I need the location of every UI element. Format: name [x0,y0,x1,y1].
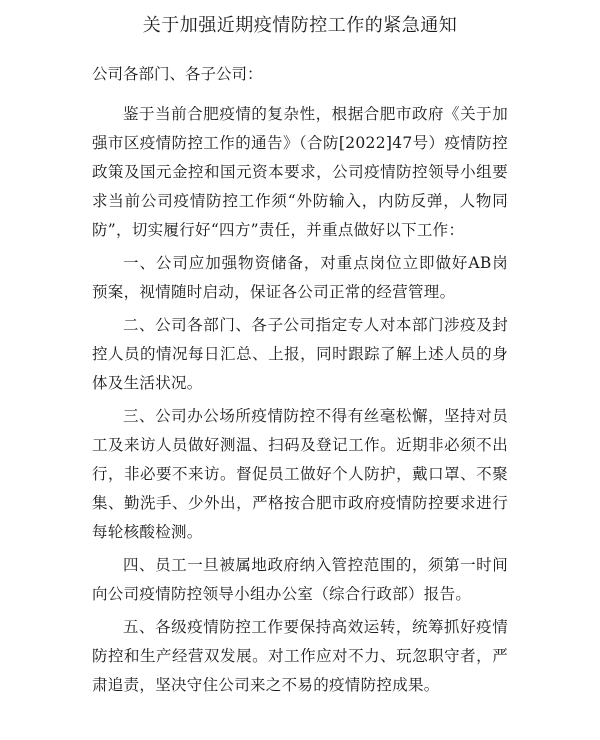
document-title: 关于加强近期疫情防控工作的紧急通知 [142,15,458,36]
intro-paragraph: 鉴于当前合肥疫情的复杂性，根据合肥市政府《关于加强市区疫情防控工作的通告》（合防[2022]47号）疫情防控政策及国元金控和国元资本要求，公司疫情防控领导小组要求当前公司疫情防控工作须“外防输入，内防反弹，人物同防”，切实履行好“四方”责任，并重点做好以下工作： [92,105,508,239]
item-three-paragraph: 三、公司办公场所疫情防控不得有丝毫松懈，坚持对员工及来访人员做好测温、扫码及登记工作。近期非必须不出行，非必要不来访。督促员工做好个人防护，戴口罩、不聚集、勤洗手、少外出，严格按合肥市政府疫情防控要求进行每轮核酸检测。 [92,407,508,541]
salutation: 公司各部门、各子公司： [92,65,263,83]
item-four-paragraph: 四、员工一旦被属地政府纳入管控范围的，须第一时间向公司疫情防控领导小组办公室（综合行政部）报告。 [92,556,508,603]
document-body [92,100,508,704]
item-one-paragraph: 一、公司应加强物资储备，对重点岗位立即做好AB岗预案，视情随时启动，保证各公司正常的经营管理。 [92,254,508,301]
item-two-paragraph: 二、公司各部门、各子公司指定专人对本部门涉疫及封控人员的情况每日汇总、上报，同时跟踪了解上述人员的身体及生活状况。 [92,316,508,392]
item-five-paragraph: 五、各级疫情防控工作要保持高效运转，统筹抓好疫情防控和生产经营双发展。对工作应对不力、玩忽职守者，严肃追责，坚决守住公司来之不易的疫情防控成果。 [92,618,508,694]
